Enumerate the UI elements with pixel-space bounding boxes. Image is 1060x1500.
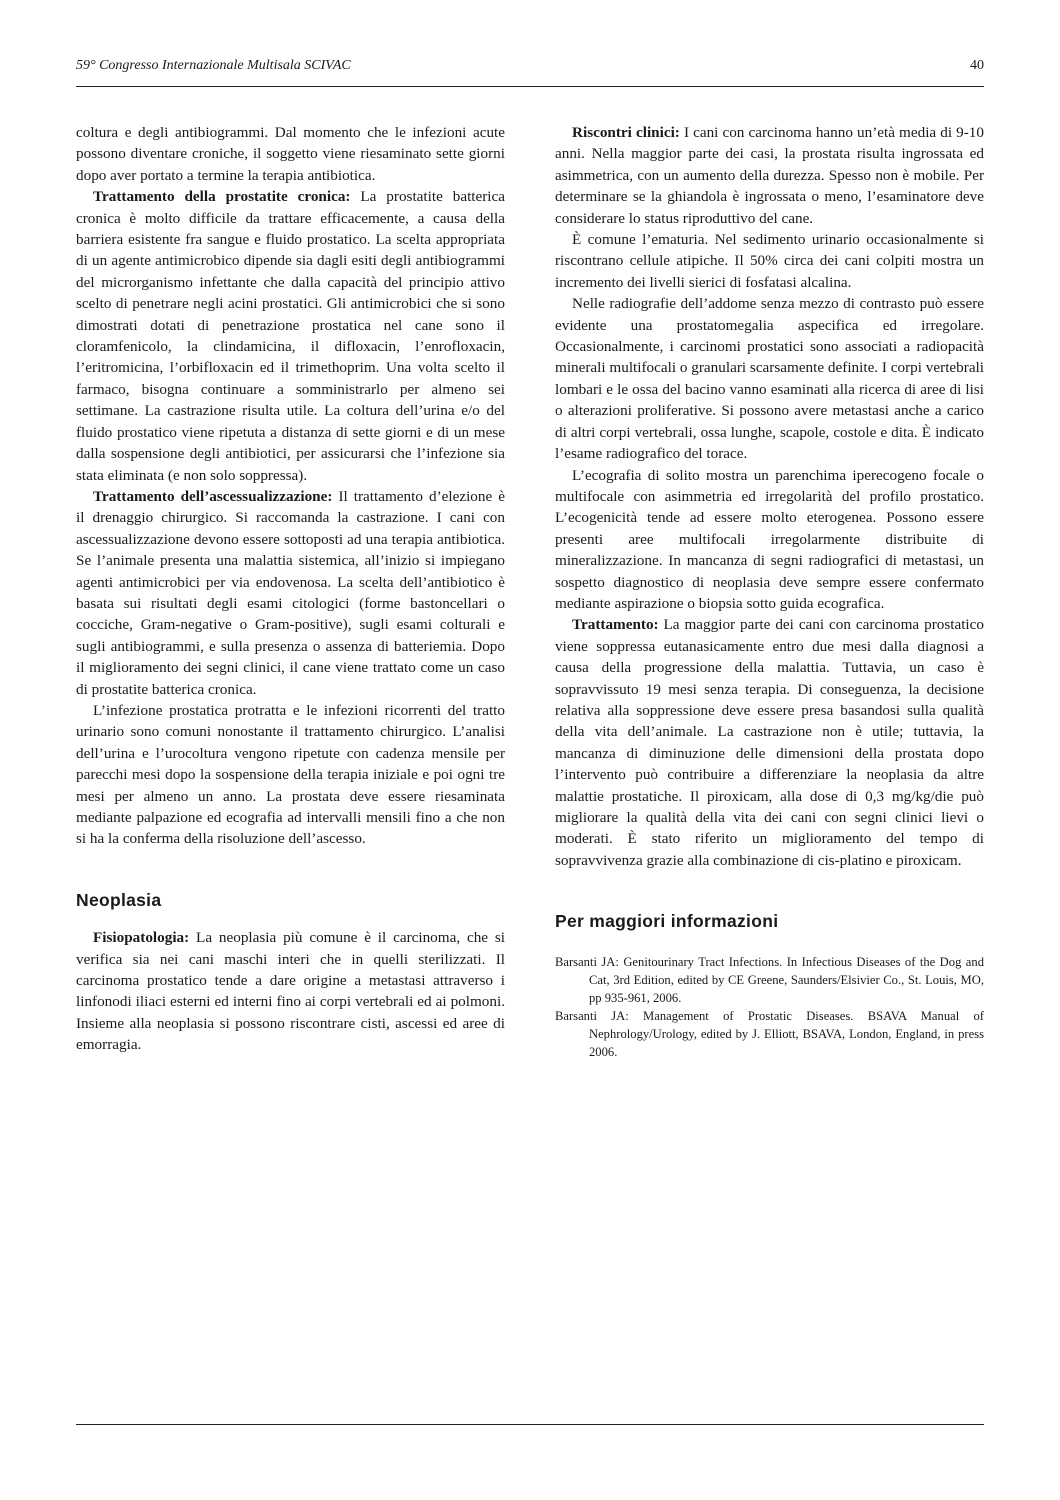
paragraph: È comune l’ematuria. Nel sedimento urinario occasionalmente si riscontrano cellule atipiche. Il 50% circa dei cani colpiti mostra un incremento dei livelli sierici di fosfatasi alcalina. (555, 231, 984, 291)
paragraph (555, 122, 984, 229)
left-column (76, 122, 505, 1056)
paragraph (76, 186, 505, 486)
paragraph: L’infezione prostatica protratta e le infezioni ricorrenti del tratto urinario sono comuni nonostante il trattamento chirurgico. L’analisi dell’urina e l’urocoltura vengono ripetute con cadenza mensile per parecchi mesi dopo la sospensione della terapia iniziale e poi ogni tre mesi per almeno un anno. La prostata deve essere riesaminata mediante palpazione ed ecografia ad intervalli mensili fino a che non si ha la conferma della risoluzione dell’ascesso. (76, 701, 505, 848)
run-in-heading: Riscontri clinici: (572, 124, 680, 141)
right-column (555, 122, 984, 1061)
reference-item: Barsanti JA: Genitourinary Tract Infections. In Infectious Diseases of the Dog and Cat, 3rd Edition, edited by CE Greene, Saunders/Elsivier Co., St. Louis, MO, pp 935-961, 2006. (555, 954, 984, 1005)
paragraph-text: I cani con carcinoma hanno un’età media di 9-10 anni. Nella maggior parte dei casi, la prostata risulta ingrossata ed asimmetrica, con un aumento della durezza. Spesso non è mobile. Per determinare se la ghiandola è ingrossata o meno, l’esaminatore deve considerare lo status riproduttivo del cane. (555, 124, 984, 227)
running-header (76, 58, 984, 80)
reference-item: Barsanti JA: Management of Prostatic Diseases. BSAVA Manual of Nephrology/Urology, edited by J. Elliott, BSAVA, London, England, in press 2006. (555, 1008, 984, 1059)
header-rule (76, 86, 984, 87)
section-title-neoplasia: Neoplasia (76, 889, 162, 910)
paragraph (76, 486, 505, 700)
run-in-heading: Trattamento dell’ascessualizzazione: (93, 487, 333, 505)
run-in-heading: Trattamento della prostatite cronica: (93, 188, 351, 206)
paragraph-text: La maggior parte dei cani con carcinoma prostatico viene soppressa eutanasicamente entro due mesi dalla diagnosi a causa della progressione della malattia. Tuttavia, un caso è sopravvissuto 19 mesi senza terapia. Di conseguenza, la decisione relativa alla soppressione deve essere presa basandosi sulla qualità della vita dell’animale. La castrazione non è utile; tuttavia, la mancanza di diminuzione delle dimensioni della prostata dopo l’intervento può contribuire a differenziare la neoplasia da altre malattie prostatiche. Il piroxicam, alla dose di 0,3 mg/kg/die può migliorare la qualità della vita dei cani con segni clinici lievi o moderati. È stato riferito un miglioramento del tempo di sopravvivenza grazie alla combinazione di cis-platino e piroxicam. (555, 616, 984, 869)
paragraph: coltura e degli antibiogrammi. Dal momento che le infezioni acute possono diventare croniche, il soggetto viene riesaminato sette giorni dopo aver portato a termine la terapia antibiotica. (76, 124, 505, 184)
footer-rule (76, 1424, 984, 1425)
paragraph-text: Il trattamento d’elezione è il drenaggio chirurgico. Si raccomanda la castrazione. I cani con ascessualizzazione devono essere sottoposti ad una terapia antibiotica. Se l’animale presenta una malattia sistemica, all’inizio si impiegano agenti antimicrobici per via endovenosa. La scelta dell’antibiotico è basata sui risultati degli esami citologici (forme bastoncellari o cocciche, Gram-negative o Gram-positive), sugli esami colturali e sugli antibiogrammi, e sulla presenza o assenza di batteriemia. Dopo il miglioramento dei segni clinici, il cane viene trattato come un caso di prostatite batterica cronica. (76, 487, 505, 698)
page-number: 40 (970, 58, 984, 73)
paragraph (76, 927, 505, 1055)
paragraph: L’ecografia di solito mostra un parenchima iperecogeno focale o multifocale con asimmetria ed irregolarità del profilo prostatico. L’ecogenicità tende ad essere molto eterogenea. Possono essere presenti aree multifocali irregolarmente distribuite di mineralizzazione. In mancanza di segni radiografici di metastasi, un sospetto diagnostico di neoplasia deve sempre essere confermato mediante aspirazione o biopsia sotto guida ecografica. (555, 466, 984, 612)
run-in-heading: Trattamento: (572, 616, 659, 634)
paragraph: Nelle radiografie dell’addome senza mezzo di contrasto può essere evidente una prostatomegalia aspecifica ed irregolare. Occasionalmente, i carcinomi prostatici sono associati a radiopacità minerali multifocali o granulari scarsamente definite. I corpi vertebrali lombari e le ossa del bacino vanno esaminati alla ricerca di aree di lisi o alterazioni proliferative. Si possono avere metastasi anche a carico di altri corpi vertebrali, ossa lunghe, scapole, costole e dita. È indicato l’esame radiografico del torace. (555, 295, 984, 463)
reference-list (555, 953, 984, 1061)
section-title-references: Per maggiori informazioni (555, 911, 779, 932)
paragraph-text: La neoplasia più comune è il carcinoma, che si verifica sia nei cani maschi interi che in quelli sterilizzati. Il carcinoma prostatico tende a dare origine a metastasi attraverso i linfonodi iliaci esterni ed interni fino ai corpi vertebrali ed ai polmoni. Insieme alla neoplasia si possono riscontrare cisti, ascessi ed aree di emorragia. (76, 929, 505, 1054)
journal-title: 59° Congresso Internazionale Multisala SCIVAC (76, 58, 351, 73)
paragraph (555, 614, 984, 871)
run-in-heading: Fisiopatologia: (93, 929, 190, 947)
paragraph-text: La prostatite batterica cronica è molto difficile da trattare efficacemente, a causa della barriera esistente fra sangue e fluido prostatico. La scelta appropriata di un agente antimicrobico dipende sia dagli esiti degli antibiogrammi del microrganismo infettante che dalla capacità del principio attivo scelto di penetrare negli acini prostatici. Gli antimicrobici che si sono dimostrati dotati di penetrazione prostatica nel cane sono il cloramfenicolo, la clindamicina, il difloxacin, l’enrofloxacin, l’eritromicina, l’orbifloxacin ed il trimethoprim. Una volta scelto il farmaco, bisogna continuare a somministrarlo per almeno sei settimane. La castrazione risulta utile. La coltura dell’urina e/o del fluido prostatico viene ripetuta a distanza di sette giorni e di un mese dalla sospensione degli antibiotici, per assicurarsi che l’infezione sia stata eliminata (e non solo soppressa). (76, 188, 506, 484)
